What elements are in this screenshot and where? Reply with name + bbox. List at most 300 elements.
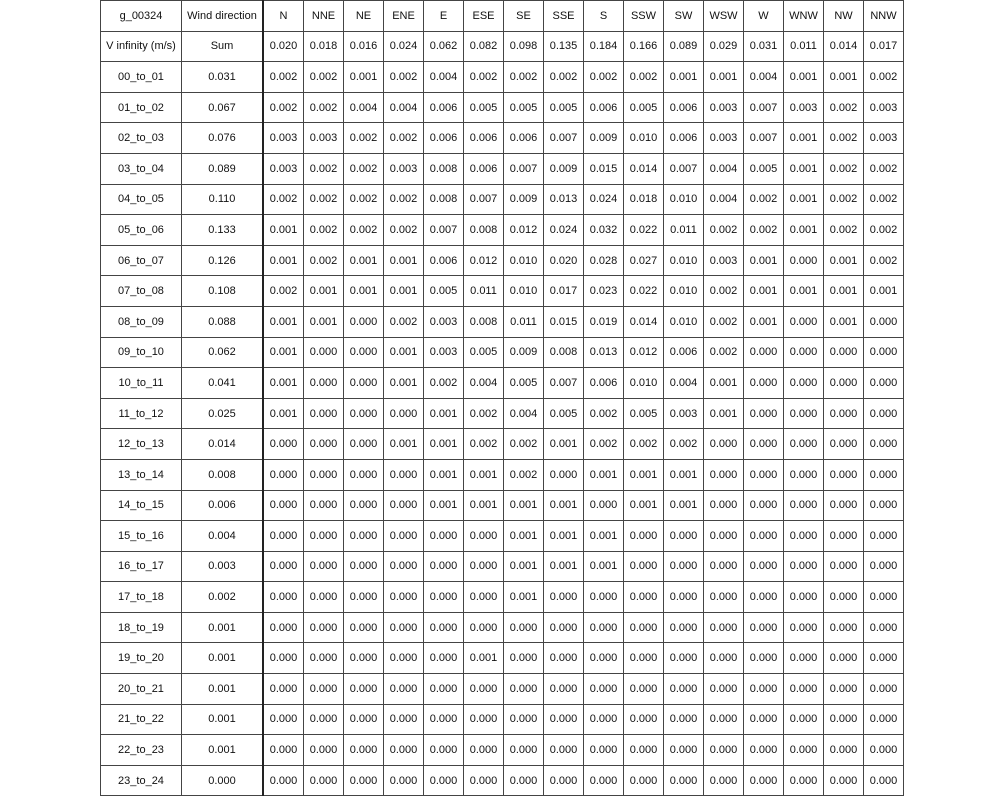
table-row <box>101 337 904 368</box>
frequency-cell: 0.000 <box>704 735 744 766</box>
row-sum-cell: 0.089 <box>182 153 264 184</box>
frequency-cell: 0.012 <box>504 215 544 246</box>
frequency-cell: 0.000 <box>584 765 624 796</box>
frequency-cell: 0.000 <box>384 765 424 796</box>
frequency-cell: 0.000 <box>544 674 584 705</box>
frequency-cell: 0.000 <box>784 704 824 735</box>
frequency-cell: 0.001 <box>424 459 464 490</box>
frequency-cell: 0.000 <box>864 704 904 735</box>
frequency-cell: 0.000 <box>464 765 504 796</box>
frequency-cell: 0.002 <box>824 215 864 246</box>
frequency-cell: 0.001 <box>263 337 304 368</box>
frequency-cell: 0.022 <box>624 276 664 307</box>
frequency-cell: 0.011 <box>504 306 544 337</box>
frequency-cell: 0.000 <box>824 765 864 796</box>
table-row <box>101 184 904 215</box>
frequency-cell: 0.000 <box>744 459 784 490</box>
frequency-cell: 0.001 <box>664 490 704 521</box>
frequency-cell: 0.007 <box>424 215 464 246</box>
speed-bin-cell: 02_to_03 <box>101 123 182 154</box>
frequency-cell: 0.000 <box>344 306 384 337</box>
row-sum-cell: 0.003 <box>182 551 264 582</box>
frequency-cell: 0.000 <box>304 490 344 521</box>
frequency-cell: 0.002 <box>464 62 504 93</box>
frequency-cell: 0.000 <box>504 674 544 705</box>
frequency-cell: 0.001 <box>544 429 584 460</box>
frequency-cell: 0.000 <box>744 643 784 674</box>
frequency-cell: 0.000 <box>464 674 504 705</box>
frequency-cell: 0.006 <box>464 153 504 184</box>
frequency-cell: 0.000 <box>544 704 584 735</box>
frequency-cell: 0.001 <box>384 245 424 276</box>
frequency-cell: 0.000 <box>464 735 504 766</box>
frequency-cell: 0.000 <box>304 429 344 460</box>
frequency-cell: 0.000 <box>824 582 864 613</box>
frequency-cell: 0.001 <box>464 459 504 490</box>
frequency-cell: 0.000 <box>304 612 344 643</box>
frequency-cell: 0.009 <box>544 153 584 184</box>
direction-total-cell: 0.166 <box>624 31 664 62</box>
frequency-cell: 0.000 <box>544 582 584 613</box>
frequency-cell: 0.002 <box>263 62 304 93</box>
direction-total-cell: 0.011 <box>784 31 824 62</box>
direction-header-w: W <box>744 1 784 32</box>
frequency-cell: 0.024 <box>544 215 584 246</box>
frequency-cell: 0.001 <box>464 490 504 521</box>
speed-bin-cell: 04_to_05 <box>101 184 182 215</box>
speed-bin-cell: 01_to_02 <box>101 92 182 123</box>
frequency-cell: 0.000 <box>664 551 704 582</box>
row-sum-cell: 0.001 <box>182 735 264 766</box>
frequency-cell: 0.000 <box>664 643 704 674</box>
direction-total-cell: 0.098 <box>504 31 544 62</box>
frequency-cell: 0.005 <box>624 92 664 123</box>
frequency-cell: 0.001 <box>624 490 664 521</box>
frequency-cell: 0.000 <box>864 337 904 368</box>
frequency-cell: 0.000 <box>504 765 544 796</box>
frequency-cell: 0.004 <box>664 368 704 399</box>
frequency-cell: 0.003 <box>704 123 744 154</box>
frequency-cell: 0.000 <box>864 521 904 552</box>
frequency-cell: 0.000 <box>624 765 664 796</box>
frequency-cell: 0.000 <box>784 521 824 552</box>
frequency-cell: 0.000 <box>784 765 824 796</box>
direction-total-cell: 0.029 <box>704 31 744 62</box>
table-row <box>101 765 904 796</box>
totals-row <box>101 31 904 62</box>
frequency-cell: 0.002 <box>464 398 504 429</box>
speed-bin-cell: 20_to_21 <box>101 674 182 705</box>
corner-label-cell: g_00324 <box>101 1 182 32</box>
frequency-cell: 0.002 <box>344 215 384 246</box>
speed-header-cell: V infinity (m/s) <box>101 31 182 62</box>
frequency-cell: 0.003 <box>424 306 464 337</box>
row-sum-cell: 0.001 <box>182 612 264 643</box>
frequency-cell: 0.000 <box>744 582 784 613</box>
frequency-cell: 0.001 <box>384 276 424 307</box>
frequency-cell: 0.001 <box>424 429 464 460</box>
frequency-cell: 0.017 <box>544 276 584 307</box>
frequency-cell: 0.000 <box>704 643 744 674</box>
speed-bin-cell: 19_to_20 <box>101 643 182 674</box>
row-sum-cell: 0.025 <box>182 398 264 429</box>
frequency-cell: 0.004 <box>744 62 784 93</box>
frequency-cell: 0.000 <box>864 459 904 490</box>
speed-bin-cell: 15_to_16 <box>101 521 182 552</box>
frequency-cell: 0.006 <box>584 368 624 399</box>
frequency-cell: 0.000 <box>584 582 624 613</box>
frequency-cell: 0.023 <box>584 276 624 307</box>
table-row <box>101 276 904 307</box>
frequency-cell: 0.000 <box>424 582 464 613</box>
frequency-cell: 0.000 <box>304 765 344 796</box>
frequency-cell: 0.000 <box>544 735 584 766</box>
frequency-cell: 0.000 <box>864 551 904 582</box>
direction-total-cell: 0.082 <box>464 31 504 62</box>
frequency-cell: 0.000 <box>263 765 304 796</box>
frequency-cell: 0.000 <box>344 429 384 460</box>
frequency-cell: 0.000 <box>824 674 864 705</box>
speed-bin-cell: 06_to_07 <box>101 245 182 276</box>
speed-bin-cell: 16_to_17 <box>101 551 182 582</box>
frequency-cell: 0.000 <box>704 490 744 521</box>
direction-header-nne: NNE <box>304 1 344 32</box>
frequency-cell: 0.000 <box>263 643 304 674</box>
frequency-cell: 0.000 <box>384 643 424 674</box>
frequency-cell: 0.006 <box>464 123 504 154</box>
direction-total-cell: 0.020 <box>263 31 304 62</box>
frequency-cell: 0.002 <box>584 429 624 460</box>
frequency-cell: 0.001 <box>824 306 864 337</box>
frequency-cell: 0.000 <box>344 337 384 368</box>
frequency-cell: 0.000 <box>344 521 384 552</box>
table-row <box>101 245 904 276</box>
frequency-cell: 0.000 <box>344 368 384 399</box>
frequency-cell: 0.013 <box>584 337 624 368</box>
frequency-cell: 0.005 <box>424 276 464 307</box>
frequency-cell: 0.006 <box>664 92 704 123</box>
frequency-cell: 0.010 <box>664 184 704 215</box>
frequency-cell: 0.000 <box>263 582 304 613</box>
frequency-cell: 0.001 <box>384 429 424 460</box>
speed-bin-cell: 08_to_09 <box>101 306 182 337</box>
frequency-cell: 0.002 <box>344 184 384 215</box>
frequency-cell: 0.010 <box>664 276 704 307</box>
frequency-cell: 0.001 <box>784 123 824 154</box>
frequency-cell: 0.010 <box>624 368 664 399</box>
frequency-cell: 0.000 <box>544 459 584 490</box>
frequency-cell: 0.005 <box>504 368 544 399</box>
frequency-cell: 0.001 <box>544 490 584 521</box>
frequency-cell: 0.006 <box>584 92 624 123</box>
frequency-cell: 0.000 <box>263 429 304 460</box>
frequency-cell: 0.002 <box>464 429 504 460</box>
frequency-cell: 0.000 <box>424 704 464 735</box>
frequency-cell: 0.000 <box>424 674 464 705</box>
frequency-cell: 0.002 <box>824 153 864 184</box>
frequency-cell: 0.002 <box>304 245 344 276</box>
frequency-cell: 0.001 <box>263 215 304 246</box>
frequency-cell: 0.000 <box>864 490 904 521</box>
frequency-cell: 0.003 <box>664 398 704 429</box>
frequency-cell: 0.000 <box>824 521 864 552</box>
frequency-cell: 0.002 <box>344 153 384 184</box>
frequency-cell: 0.000 <box>864 368 904 399</box>
table-row <box>101 398 904 429</box>
frequency-cell: 0.001 <box>824 276 864 307</box>
frequency-cell: 0.007 <box>544 123 584 154</box>
row-sum-cell: 0.133 <box>182 215 264 246</box>
frequency-cell: 0.000 <box>384 551 424 582</box>
frequency-cell: 0.020 <box>544 245 584 276</box>
frequency-cell: 0.000 <box>864 674 904 705</box>
table-row <box>101 92 904 123</box>
frequency-cell: 0.000 <box>464 521 504 552</box>
frequency-cell: 0.002 <box>384 215 424 246</box>
frequency-cell: 0.000 <box>744 368 784 399</box>
frequency-cell: 0.001 <box>744 306 784 337</box>
frequency-cell: 0.000 <box>464 551 504 582</box>
row-sum-cell: 0.004 <box>182 521 264 552</box>
frequency-cell: 0.000 <box>344 582 384 613</box>
frequency-cell: 0.001 <box>504 582 544 613</box>
frequency-cell: 0.004 <box>424 62 464 93</box>
frequency-cell: 0.002 <box>864 184 904 215</box>
frequency-cell: 0.002 <box>384 123 424 154</box>
frequency-cell: 0.000 <box>704 704 744 735</box>
frequency-cell: 0.001 <box>664 459 704 490</box>
frequency-cell: 0.001 <box>304 276 344 307</box>
frequency-cell: 0.000 <box>263 490 304 521</box>
frequency-cell: 0.000 <box>624 612 664 643</box>
frequency-cell: 0.007 <box>544 368 584 399</box>
row-sum-cell: 0.031 <box>182 62 264 93</box>
frequency-cell: 0.001 <box>584 551 624 582</box>
frequency-cell: 0.000 <box>584 735 624 766</box>
frequency-cell: 0.001 <box>584 459 624 490</box>
frequency-cell: 0.005 <box>744 153 784 184</box>
frequency-cell: 0.002 <box>384 62 424 93</box>
frequency-cell: 0.002 <box>864 245 904 276</box>
table-row <box>101 123 904 154</box>
sum-header-cell: Sum <box>182 31 264 62</box>
frequency-cell: 0.001 <box>824 245 864 276</box>
frequency-cell: 0.003 <box>784 92 824 123</box>
direction-header-ese: ESE <box>464 1 504 32</box>
frequency-cell: 0.000 <box>384 612 424 643</box>
table-row <box>101 429 904 460</box>
frequency-cell: 0.019 <box>584 306 624 337</box>
frequency-cell: 0.001 <box>784 153 824 184</box>
frequency-cell: 0.001 <box>704 368 744 399</box>
frequency-cell: 0.000 <box>824 368 864 399</box>
frequency-cell: 0.002 <box>864 215 904 246</box>
frequency-cell: 0.001 <box>504 490 544 521</box>
frequency-cell: 0.001 <box>864 276 904 307</box>
table-row <box>101 735 904 766</box>
frequency-cell: 0.027 <box>624 245 664 276</box>
frequency-cell: 0.000 <box>464 582 504 613</box>
table-row <box>101 153 904 184</box>
frequency-cell: 0.000 <box>824 429 864 460</box>
frequency-cell: 0.001 <box>744 245 784 276</box>
frequency-cell: 0.000 <box>704 429 744 460</box>
frequency-cell: 0.002 <box>744 215 784 246</box>
speed-bin-cell: 12_to_13 <box>101 429 182 460</box>
direction-total-cell: 0.184 <box>584 31 624 62</box>
frequency-cell: 0.002 <box>584 398 624 429</box>
frequency-cell: 0.008 <box>464 306 504 337</box>
frequency-cell: 0.000 <box>624 674 664 705</box>
frequency-cell: 0.008 <box>544 337 584 368</box>
frequency-cell: 0.002 <box>584 62 624 93</box>
frequency-cell: 0.000 <box>784 245 824 276</box>
frequency-cell: 0.000 <box>263 612 304 643</box>
frequency-cell: 0.013 <box>544 184 584 215</box>
frequency-cell: 0.000 <box>464 612 504 643</box>
frequency-cell: 0.009 <box>504 337 544 368</box>
speed-bin-cell: 23_to_24 <box>101 765 182 796</box>
frequency-cell: 0.000 <box>824 459 864 490</box>
direction-header-ne: NE <box>344 1 384 32</box>
frequency-cell: 0.002 <box>704 306 744 337</box>
direction-total-cell: 0.014 <box>824 31 864 62</box>
frequency-cell: 0.001 <box>704 62 744 93</box>
row-sum-cell: 0.067 <box>182 92 264 123</box>
frequency-cell: 0.018 <box>624 184 664 215</box>
frequency-cell: 0.007 <box>664 153 704 184</box>
frequency-cell: 0.002 <box>824 92 864 123</box>
frequency-cell: 0.001 <box>784 215 824 246</box>
direction-header-s: S <box>584 1 624 32</box>
frequency-cell: 0.000 <box>304 735 344 766</box>
direction-total-cell: 0.018 <box>304 31 344 62</box>
frequency-cell: 0.003 <box>704 245 744 276</box>
frequency-cell: 0.004 <box>384 92 424 123</box>
frequency-cell: 0.002 <box>263 92 304 123</box>
frequency-cell: 0.000 <box>384 398 424 429</box>
frequency-cell: 0.002 <box>704 215 744 246</box>
frequency-cell: 0.000 <box>304 459 344 490</box>
frequency-cell: 0.001 <box>424 490 464 521</box>
frequency-cell: 0.001 <box>784 184 824 215</box>
frequency-cell: 0.003 <box>384 153 424 184</box>
frequency-cell: 0.007 <box>744 123 784 154</box>
frequency-cell: 0.007 <box>464 184 504 215</box>
frequency-cell: 0.000 <box>824 398 864 429</box>
frequency-cell: 0.006 <box>424 245 464 276</box>
frequency-cell: 0.001 <box>664 62 704 93</box>
frequency-cell: 0.002 <box>704 337 744 368</box>
frequency-cell: 0.000 <box>784 429 824 460</box>
table-row <box>101 459 904 490</box>
direction-total-cell: 0.135 <box>544 31 584 62</box>
frequency-cell: 0.001 <box>704 398 744 429</box>
speed-bin-cell: 13_to_14 <box>101 459 182 490</box>
frequency-cell: 0.000 <box>504 612 544 643</box>
frequency-cell: 0.000 <box>584 612 624 643</box>
frequency-cell: 0.000 <box>824 490 864 521</box>
frequency-cell: 0.001 <box>504 521 544 552</box>
frequency-cell: 0.000 <box>784 643 824 674</box>
speed-bin-cell: 11_to_12 <box>101 398 182 429</box>
frequency-cell: 0.000 <box>624 582 664 613</box>
frequency-cell: 0.024 <box>584 184 624 215</box>
frequency-cell: 0.001 <box>344 245 384 276</box>
speed-bin-cell: 07_to_08 <box>101 276 182 307</box>
direction-header-n: N <box>263 1 304 32</box>
frequency-cell: 0.000 <box>704 765 744 796</box>
frequency-cell: 0.014 <box>624 306 664 337</box>
frequency-cell: 0.000 <box>784 337 824 368</box>
frequency-cell: 0.001 <box>263 368 304 399</box>
frequency-cell: 0.015 <box>584 153 624 184</box>
frequency-cell: 0.001 <box>384 337 424 368</box>
frequency-cell: 0.001 <box>504 551 544 582</box>
frequency-cell: 0.000 <box>704 459 744 490</box>
frequency-cell: 0.000 <box>263 674 304 705</box>
frequency-cell: 0.000 <box>584 643 624 674</box>
frequency-cell: 0.002 <box>504 459 544 490</box>
frequency-cell: 0.000 <box>424 643 464 674</box>
frequency-cell: 0.000 <box>744 612 784 643</box>
frequency-cell: 0.000 <box>304 551 344 582</box>
frequency-cell: 0.000 <box>824 735 864 766</box>
table-row <box>101 704 904 735</box>
speed-bin-cell: 05_to_06 <box>101 215 182 246</box>
frequency-cell: 0.002 <box>624 429 664 460</box>
table-row <box>101 674 904 705</box>
frequency-cell: 0.000 <box>784 490 824 521</box>
frequency-cell: 0.004 <box>704 184 744 215</box>
frequency-cell: 0.000 <box>384 674 424 705</box>
frequency-cell: 0.000 <box>424 765 464 796</box>
row-sum-cell: 0.088 <box>182 306 264 337</box>
frequency-cell: 0.003 <box>864 92 904 123</box>
table-row <box>101 643 904 674</box>
frequency-cell: 0.002 <box>744 184 784 215</box>
frequency-cell: 0.000 <box>864 643 904 674</box>
table-row <box>101 368 904 399</box>
frequency-cell: 0.002 <box>544 62 584 93</box>
table-body <box>101 1 904 796</box>
frequency-cell: 0.000 <box>344 735 384 766</box>
direction-header-wsw: WSW <box>704 1 744 32</box>
frequency-cell: 0.000 <box>544 612 584 643</box>
frequency-cell: 0.000 <box>304 521 344 552</box>
frequency-cell: 0.008 <box>464 215 504 246</box>
frequency-cell: 0.000 <box>864 429 904 460</box>
frequency-cell: 0.000 <box>824 337 864 368</box>
frequency-cell: 0.000 <box>624 643 664 674</box>
frequency-cell: 0.002 <box>304 62 344 93</box>
frequency-cell: 0.000 <box>824 643 864 674</box>
frequency-cell: 0.005 <box>464 337 504 368</box>
frequency-cell: 0.002 <box>304 184 344 215</box>
direction-header-ssw: SSW <box>624 1 664 32</box>
direction-header-se: SE <box>504 1 544 32</box>
frequency-cell: 0.000 <box>504 735 544 766</box>
frequency-cell: 0.000 <box>384 735 424 766</box>
frequency-cell: 0.000 <box>344 704 384 735</box>
frequency-cell: 0.000 <box>584 674 624 705</box>
frequency-cell: 0.000 <box>864 765 904 796</box>
direction-total-cell: 0.062 <box>424 31 464 62</box>
frequency-cell: 0.000 <box>664 521 704 552</box>
frequency-cell: 0.001 <box>263 306 304 337</box>
frequency-cell: 0.002 <box>864 62 904 93</box>
frequency-cell: 0.000 <box>744 704 784 735</box>
